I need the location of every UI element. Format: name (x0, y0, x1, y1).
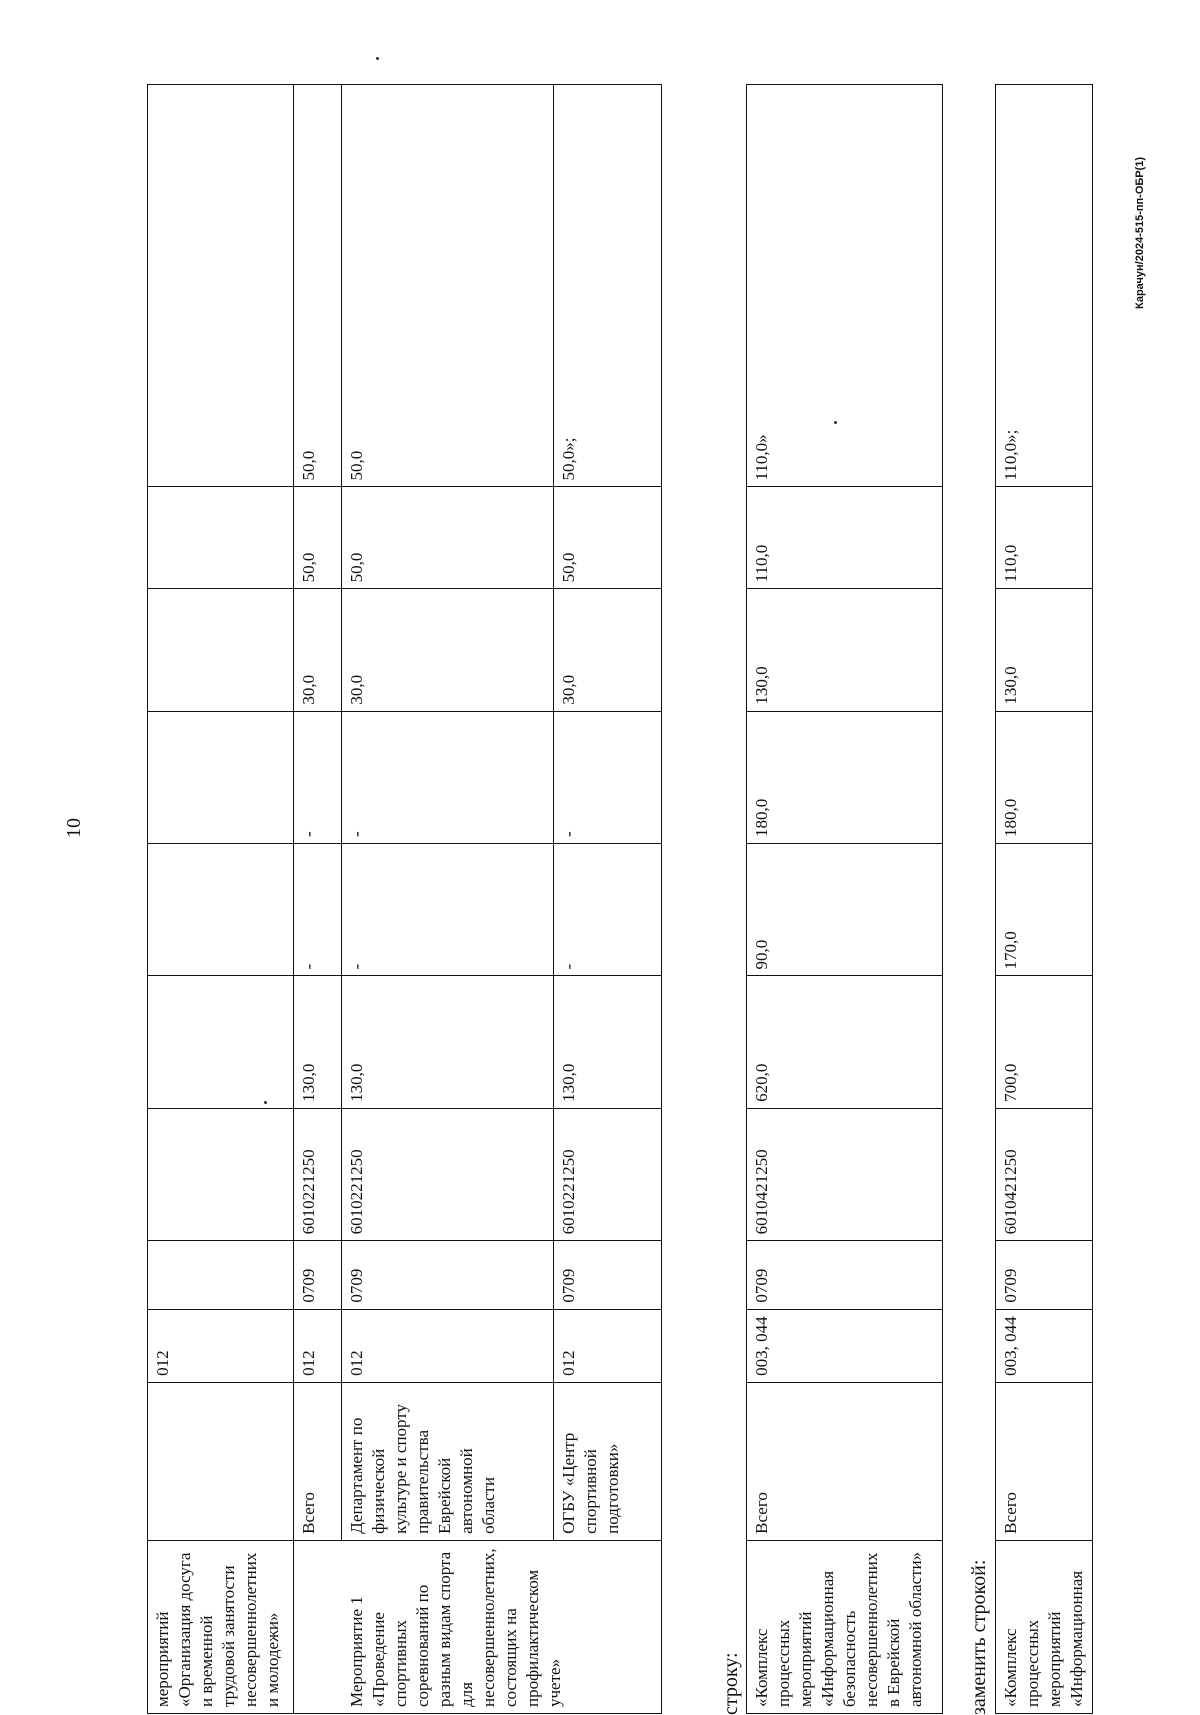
cell-total (148, 976, 294, 1108)
cell-year4: 110,0 (996, 487, 1093, 589)
page-number: 10 (63, 818, 85, 838)
cell-year5 (148, 85, 294, 487)
cell-year1: 90,0 (747, 844, 943, 976)
cell-name: «Комплекс процессных мероприятий «Информационная безопасность несовершеннолетних в Еврейской автономной области» (747, 1540, 943, 1713)
cell-total: 700,0 (996, 976, 1093, 1108)
scan-speck (264, 1101, 267, 1104)
cell-year5: 50,0 (342, 85, 554, 487)
cell-executor (148, 1382, 294, 1540)
caption-row: строку: (720, 1652, 742, 1715)
table-row (747, 85, 943, 1714)
cell-target: 6010421250 (747, 1108, 943, 1240)
cell-executor: Всего (294, 1382, 342, 1540)
cell-section: 0709 (554, 1241, 662, 1309)
cell-total: 130,0 (342, 976, 554, 1108)
cell-year5: 110,0» (747, 85, 943, 487)
table-row (342, 85, 554, 1714)
table-program-activities (147, 84, 662, 1714)
cell-year3: 30,0 (554, 589, 662, 711)
table-row (294, 85, 342, 1714)
cell-section: 0709 (342, 1241, 554, 1309)
cell-total: 620,0 (747, 976, 943, 1108)
cell-total: 130,0 (554, 976, 662, 1108)
cell-year4 (148, 487, 294, 589)
cell-year3: 30,0 (342, 589, 554, 711)
cell-year5: 50,0 (294, 85, 342, 487)
cell-grbs: 012 (554, 1309, 662, 1382)
cell-grbs: 003, 044 (996, 1309, 1093, 1382)
scan-speck (834, 421, 837, 424)
cell-name: Мероприятие 1 «Проведение спортивных соревнований по разным видам спорта для несовершеннолетних, состоящих на профилактическом учете» (342, 1540, 662, 1713)
cell-section: 0709 (747, 1241, 943, 1309)
table-old-row (746, 84, 943, 1714)
cell-target: 6010421250 (996, 1108, 1093, 1240)
cell-name: мероприятий «Организация досуга и временной трудовой занятости несовершеннолетних и молодежи» (148, 1540, 294, 1713)
scan-speck (376, 57, 379, 60)
cell-executor: Всего (996, 1382, 1093, 1540)
cell-total: 130,0 (294, 976, 342, 1108)
cell-year4: 50,0 (342, 487, 554, 589)
cell-section (148, 1241, 294, 1309)
cell-grbs: 012 (342, 1309, 554, 1382)
cell-year5: 110,0»; (996, 85, 1093, 487)
cell-year1: - (294, 844, 342, 976)
cell-year2: - (294, 711, 342, 843)
cell-year1: - (342, 844, 554, 976)
cell-year3: 130,0 (996, 589, 1093, 711)
caption-replace: заменить строкой: (968, 1559, 990, 1715)
cell-grbs: 012 (294, 1309, 342, 1382)
cell-year4: 50,0 (294, 487, 342, 589)
cell-executor: Департамент по физической культуре и спорту правительства Еврейской автономной области (342, 1382, 554, 1540)
cell-target (148, 1108, 294, 1240)
cell-year3: 30,0 (294, 589, 342, 711)
cell-year2: 180,0 (996, 711, 1093, 843)
cell-year3: 130,0 (747, 589, 943, 711)
cell-target: 6010221250 (294, 1108, 342, 1240)
cell-name (294, 1540, 342, 1713)
cell-year2 (148, 711, 294, 843)
cell-year4: 110,0 (747, 487, 943, 589)
cell-year2: - (342, 711, 554, 843)
cell-executor: ОГБУ «Центр спортивной подготовки» (554, 1382, 662, 1540)
cell-executor: Всего (747, 1382, 943, 1540)
cell-grbs: 012 (148, 1309, 294, 1382)
cell-year2: 180,0 (747, 711, 943, 843)
cell-year2: - (554, 711, 662, 843)
cell-year3 (148, 589, 294, 711)
cell-year1: - (554, 844, 662, 976)
table-new-row (995, 84, 1093, 1714)
cell-section: 0709 (294, 1241, 342, 1309)
cell-year5: 50,0»; (554, 85, 662, 487)
cell-target: 6010221250 (342, 1108, 554, 1240)
cell-year4: 50,0 (554, 487, 662, 589)
document-code: Карачун/2024-515-пп-ОБР(1) (1134, 156, 1146, 309)
cell-year1: 170,0 (996, 844, 1093, 976)
cell-year1 (148, 844, 294, 976)
cell-section: 0709 (996, 1241, 1093, 1309)
table-row (148, 85, 294, 1714)
table-row (996, 85, 1093, 1714)
table-row (554, 85, 662, 1714)
cell-grbs: 003, 044 (747, 1309, 943, 1382)
cell-name: «Комплекс процессных мероприятий «Информационная (996, 1540, 1093, 1713)
cell-target: 6010221250 (554, 1108, 662, 1240)
